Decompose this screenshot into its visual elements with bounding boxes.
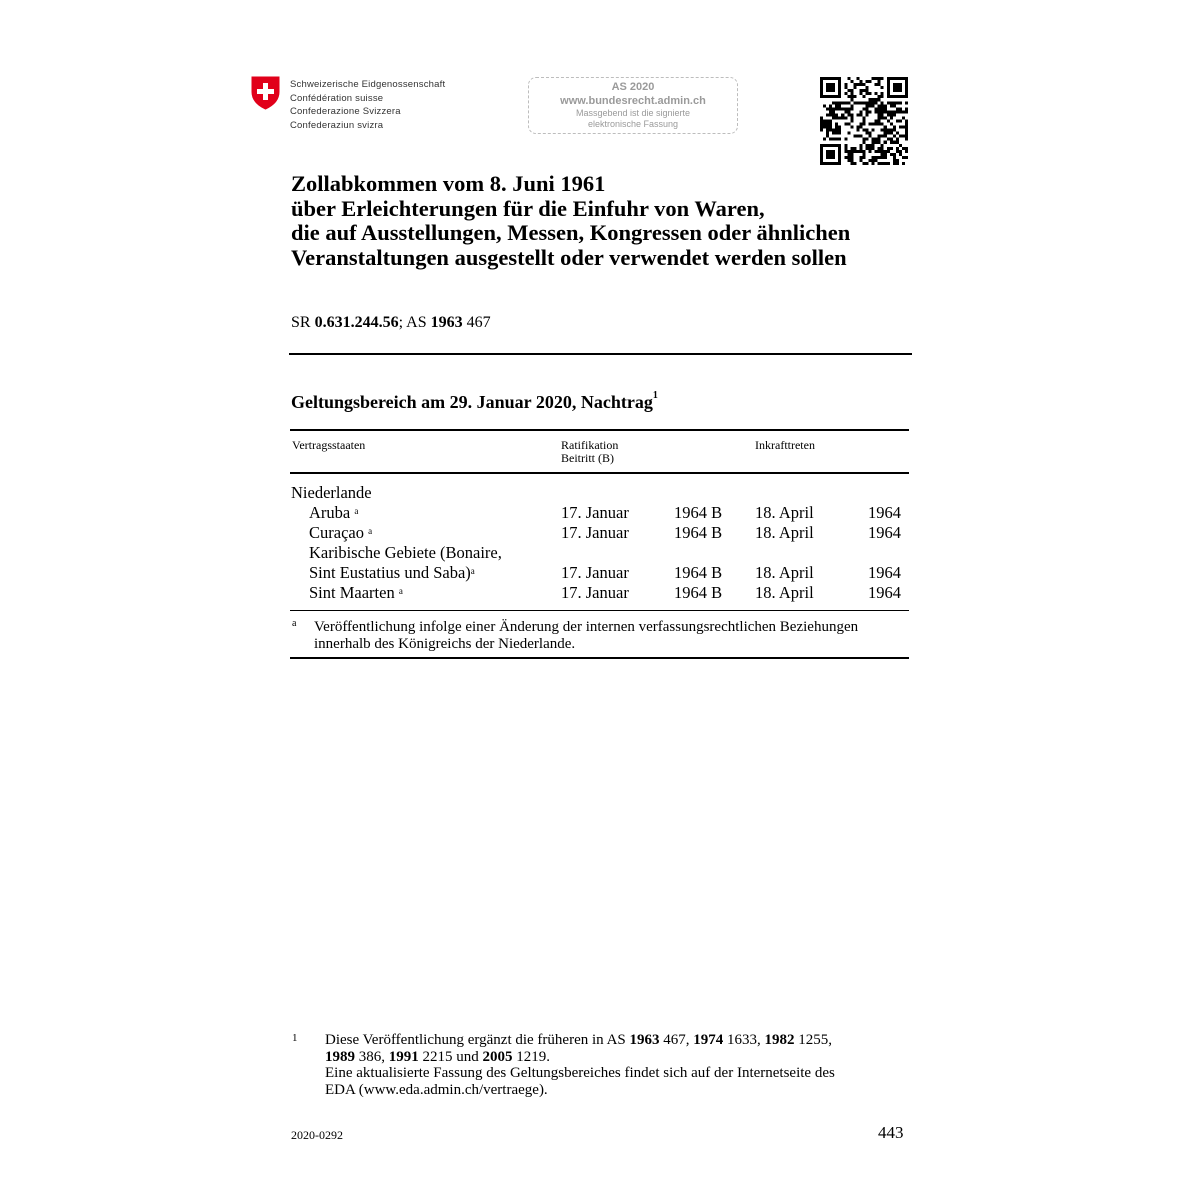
title-line-1: Zollabkommen vom 8. Juni 1961	[291, 171, 606, 196]
footnote-page: 386,	[355, 1048, 389, 1065]
footnote-page: 467,	[659, 1032, 694, 1048]
col-header-ratification	[561, 439, 618, 465]
table-cell-eif-date: 18. April	[755, 563, 814, 582]
col-header-entry-into-force: Inkrafttreten	[755, 438, 815, 452]
table-row-state	[309, 523, 372, 543]
footnote-year: 1974	[693, 1032, 724, 1048]
table-cell-eif-year: 1964	[868, 503, 901, 522]
page-number: 443	[878, 1123, 904, 1142]
footnote-number: 1	[292, 1032, 298, 1044]
table-cell-rat-date: 17. Januar	[561, 563, 629, 582]
document-number: 2020-0292	[291, 1128, 343, 1142]
state-name: Aruba	[309, 503, 351, 522]
title-line-3: die auf Ausstellungen, Messen, Kongressen oder ähnlichen	[291, 220, 851, 245]
table-cell-rat-year: 1964 B	[674, 563, 723, 582]
swiss-coat-of-arms-icon	[251, 76, 280, 110]
scope-heading-text: Geltungsbereich am 29. Januar 2020, Nachtrag	[291, 392, 653, 412]
table-cell-eif-year: 1964	[868, 583, 901, 602]
confederation-line-it: Confederazione Svizzera	[290, 106, 401, 117]
footnote-line3: Eine aktualisierte Fassung des Geltungsbereiches findet sich auf der Internetseite des	[325, 1065, 835, 1081]
table-group-niederlande: Niederlande	[291, 483, 372, 502]
state-name: Sint Maarten	[309, 583, 395, 602]
table-cell-rat-date: 17. Januar	[561, 523, 629, 542]
confederation-line-fr: Confédération suisse	[290, 92, 384, 104]
note-mark: a	[354, 506, 359, 516]
table-note-line1: Veröffentlichung infolge einer Änderung der internen verfassungsrechtlichen Beziehungen	[314, 619, 859, 635]
table-row-state	[309, 563, 475, 583]
table-row-state	[309, 583, 403, 603]
footnote-text	[325, 1032, 835, 1098]
table-body-rule	[290, 610, 909, 611]
col-header-ratification-line1: Ratifikation	[561, 438, 619, 452]
footnote-page: 1219.	[512, 1048, 550, 1065]
col-header-ratification-line2: Beitritt (B)	[561, 451, 614, 465]
as-year: 1963	[430, 314, 463, 331]
table-cell-rat-year: 1964 B	[674, 583, 723, 602]
title-line-2: über Erleichterungen für die Einfuhr von Waren,	[291, 195, 765, 221]
note-mark: a	[470, 566, 475, 576]
state-name: Sint Eustatius und Saba)	[309, 563, 471, 582]
table-note-mark: a	[292, 618, 297, 629]
title-divider	[289, 353, 912, 355]
note-mark: a	[368, 526, 373, 536]
table-note-line2: innerhalb des Königreichs der Niederlande.	[314, 635, 576, 652]
table-cell-eif-year: 1964	[868, 563, 901, 582]
table-cell-rat-date: 17. Januar	[561, 503, 629, 522]
confederation-name	[290, 78, 445, 132]
footnote-year: 1991	[388, 1048, 419, 1065]
sr-prefix: SR	[291, 314, 315, 331]
footnote-year: 2005	[482, 1048, 513, 1065]
as-prefix: ; AS	[398, 314, 431, 331]
col-header-states: Vertragsstaaten	[292, 438, 366, 452]
table-row-state-line1: Karibische Gebiete (Bonaire,	[309, 543, 502, 562]
document-title	[291, 172, 850, 270]
table-note	[314, 619, 858, 652]
table-cell-eif-year: 1964	[868, 523, 901, 542]
footnote-line4: EDA (www.eda.admin.ch/vertraege).	[325, 1081, 548, 1098]
footnote-line1	[325, 1032, 835, 1049]
scope-heading	[291, 392, 658, 413]
footnote-year: 1989	[325, 1048, 355, 1065]
footnote-text-part: Diese Veröffentlichung ergänzt die früheren in AS	[325, 1032, 630, 1048]
table-header-rule	[290, 472, 909, 474]
stamp-note-line2: elektronische Fassung	[587, 119, 679, 129]
table-cell-eif-date: 18. April	[755, 583, 814, 602]
scope-footnote-ref[interactable]: 1	[652, 390, 658, 401]
table-top-rule	[290, 429, 909, 431]
table-row-state	[309, 503, 358, 523]
confederation-line-de: Schweizerische Eidgenossenschaft	[290, 79, 446, 90]
sr-number: 0.631.244.56	[314, 314, 399, 331]
table-cell-rat-year: 1964 B	[674, 523, 723, 542]
table-cell-rat-date: 17. Januar	[561, 583, 629, 602]
note-mark: a	[398, 586, 403, 596]
stamp-website: www.bundesrecht.admin.ch	[560, 95, 706, 107]
stamp-note-line1: Massgebend ist die signierte	[575, 108, 691, 118]
qr-code-icon	[820, 77, 908, 165]
table-cell-rat-year: 1964 B	[674, 503, 723, 522]
footnote-line2	[325, 1049, 835, 1066]
official-publication-stamp	[528, 77, 738, 134]
confederation-line-rm: Confederaziun svizra	[290, 119, 384, 131]
footnote-page: 1633,	[723, 1032, 765, 1048]
footnote-page: 2215 und	[418, 1048, 483, 1065]
table-cell-eif-date: 18. April	[755, 503, 814, 522]
as-page: 467	[462, 314, 491, 331]
footnote-year: 1982	[764, 1032, 795, 1048]
stamp-as-year: AS 2020	[611, 81, 655, 93]
state-name: Curaçao	[309, 523, 364, 542]
footnote-year: 1963	[629, 1032, 660, 1048]
systematic-reference	[291, 314, 491, 332]
title-line-4: Veranstaltungen ausgestellt oder verwendet werden sollen	[291, 244, 847, 270]
table-cell-eif-date: 18. April	[755, 523, 814, 542]
footnote-page: 1255,	[794, 1032, 832, 1048]
table-bottom-rule	[290, 657, 909, 659]
